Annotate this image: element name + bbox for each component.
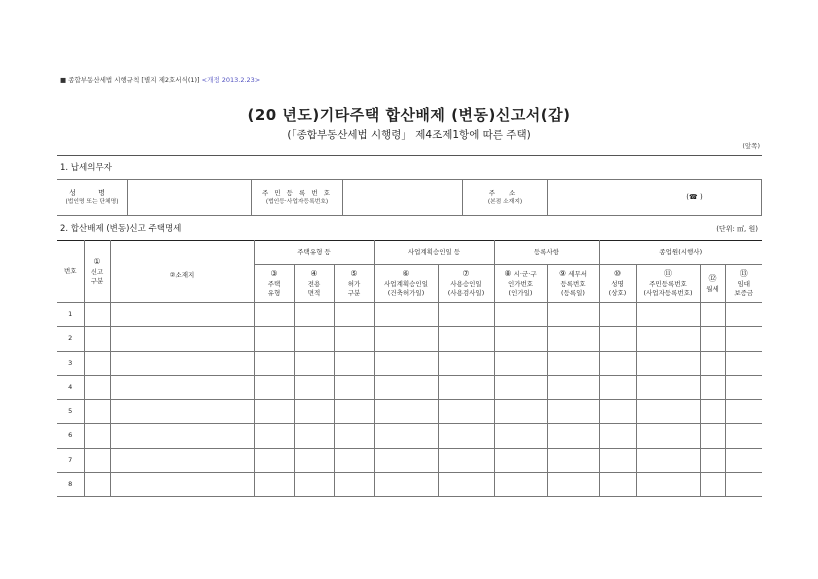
table-cell[interactable] xyxy=(84,424,110,448)
row-number: 5 xyxy=(57,400,84,424)
header-monthly-rent xyxy=(700,265,725,303)
table-cell[interactable] xyxy=(294,303,334,327)
header-deposit-label: 임대 xyxy=(737,279,751,288)
form-reference xyxy=(60,75,260,84)
table-cell[interactable] xyxy=(725,351,762,375)
id-label: 주 민 등 록 번 호 xyxy=(261,188,332,197)
table-cell[interactable] xyxy=(334,473,374,497)
header-area-num: ④ xyxy=(310,269,318,279)
address-label: 주 소 xyxy=(488,188,522,197)
table-cell[interactable] xyxy=(84,400,110,424)
table-cell[interactable] xyxy=(547,375,599,399)
header-tax-office-num: ⑨ xyxy=(558,269,567,279)
table-cell[interactable] xyxy=(254,448,294,472)
table-cell[interactable] xyxy=(294,327,334,351)
table-cell[interactable] xyxy=(547,400,599,424)
table-cell[interactable] xyxy=(636,351,700,375)
header-house-type xyxy=(254,265,294,303)
table-cell[interactable] xyxy=(334,400,374,424)
table-cell[interactable] xyxy=(547,448,599,472)
header-use-date xyxy=(438,265,494,303)
table-row xyxy=(57,327,762,351)
header-city-approval-num: ⑧ xyxy=(504,269,512,279)
table-cell[interactable] xyxy=(374,327,438,351)
id-label-cell xyxy=(252,180,343,216)
table-cell[interactable] xyxy=(494,448,547,472)
table-cell[interactable] xyxy=(254,351,294,375)
header-emp-id-sub: (사업자등록번호) xyxy=(643,289,693,298)
header-report-type-label: 신고 구분 xyxy=(90,267,104,286)
table-cell[interactable] xyxy=(374,375,438,399)
table-cell[interactable] xyxy=(334,303,374,327)
table-cell[interactable] xyxy=(547,303,599,327)
header-tax-office xyxy=(547,265,599,303)
unit-label: (단위: ㎡, 원) xyxy=(716,225,758,233)
table-cell[interactable] xyxy=(438,303,494,327)
id-input[interactable] xyxy=(343,180,463,216)
header-report-type xyxy=(84,241,110,303)
table-cell[interactable] xyxy=(599,351,636,375)
header-emp-id xyxy=(636,265,700,303)
table-cell[interactable] xyxy=(374,448,438,472)
form-reference-text: ■ 종합부동산세법 시행규칙 [별지 제2호서식(1)] xyxy=(60,76,200,84)
page-side-label: (앞쪽) xyxy=(742,142,760,150)
header-area xyxy=(294,265,334,303)
table-row xyxy=(57,375,762,399)
table-cell[interactable] xyxy=(254,473,294,497)
section1-rule xyxy=(57,155,762,156)
header-emp-name-sub: (상호) xyxy=(608,289,627,298)
header-tax-office-date: (등록일) xyxy=(561,289,585,298)
header-city-approval xyxy=(494,265,547,303)
id-sublabel: (법인등·사업자등록번호) xyxy=(265,199,329,206)
table-cell[interactable] xyxy=(254,424,294,448)
table-cell[interactable] xyxy=(438,375,494,399)
table-cell[interactable] xyxy=(599,448,636,472)
address-sublabel: (본점 소재지) xyxy=(487,199,523,206)
table-cell[interactable] xyxy=(547,327,599,351)
header-tax-office-label: 세무서 xyxy=(568,270,588,279)
table-cell[interactable] xyxy=(636,400,700,424)
table-cell[interactable] xyxy=(547,351,599,375)
table-cell[interactable] xyxy=(334,351,374,375)
header-use-date-sub: (사용검사일) xyxy=(447,289,485,298)
table-cell[interactable] xyxy=(254,400,294,424)
table-cell[interactable] xyxy=(547,473,599,497)
table-row xyxy=(57,424,762,448)
header-permit-num: ⑤ xyxy=(350,269,358,279)
header-group-employee: 종업원(시행사) xyxy=(599,241,762,265)
table-cell[interactable] xyxy=(725,473,762,497)
table-cell[interactable] xyxy=(374,351,438,375)
header-area-label: 전용 면적 xyxy=(307,279,321,298)
header-report-type-num: ① xyxy=(93,257,101,267)
table-cell[interactable] xyxy=(438,327,494,351)
header-monthly-rent-num: ⑫ xyxy=(708,273,717,283)
table-cell[interactable] xyxy=(438,473,494,497)
address-label-cell xyxy=(463,180,548,216)
table-cell[interactable] xyxy=(599,473,636,497)
table-cell[interactable] xyxy=(725,400,762,424)
name-label: 성 명 xyxy=(69,189,115,198)
table-cell[interactable] xyxy=(374,473,438,497)
table-row xyxy=(57,303,762,327)
table-cell[interactable] xyxy=(599,424,636,448)
table-cell[interactable] xyxy=(700,473,725,497)
table-cell[interactable] xyxy=(110,448,254,472)
name-sublabel: (법인명 또는 단체명) xyxy=(65,199,119,206)
header-city-approval-no: 인가번호 xyxy=(507,279,534,288)
form-subtitle: (「종합부동산세법 시행령」 제4조제1항에 따른 주택) xyxy=(287,129,531,141)
table-cell[interactable] xyxy=(110,351,254,375)
header-plan-date-sub: (건축허가일) xyxy=(387,289,425,298)
table-cell[interactable] xyxy=(494,303,547,327)
table-cell[interactable] xyxy=(334,375,374,399)
table-cell[interactable] xyxy=(636,473,700,497)
header-permit xyxy=(334,265,374,303)
table-cell[interactable] xyxy=(725,327,762,351)
phone-field[interactable]: (☎ ) xyxy=(686,193,703,202)
table-cell[interactable] xyxy=(110,303,254,327)
table-cell[interactable] xyxy=(84,351,110,375)
table-cell[interactable] xyxy=(700,424,725,448)
table-cell[interactable] xyxy=(636,424,700,448)
table-cell[interactable] xyxy=(700,448,725,472)
table-cell[interactable] xyxy=(110,473,254,497)
row-number: 8 xyxy=(57,473,84,497)
header-plan-date-label: 사업계획승인일 xyxy=(384,279,428,288)
table-cell[interactable] xyxy=(84,327,110,351)
table-cell[interactable] xyxy=(334,327,374,351)
table-cell[interactable] xyxy=(494,400,547,424)
table-cell[interactable] xyxy=(725,424,762,448)
row-number: 2 xyxy=(57,327,84,351)
header-emp-name xyxy=(599,265,636,303)
table-cell[interactable] xyxy=(110,375,254,399)
table-row xyxy=(57,400,762,424)
housing-table xyxy=(57,240,762,497)
table-cell[interactable] xyxy=(599,303,636,327)
header-plan-date xyxy=(374,265,438,303)
table-cell[interactable] xyxy=(254,303,294,327)
table-cell[interactable] xyxy=(294,375,334,399)
housing-rows xyxy=(57,303,762,497)
row-number: 1 xyxy=(57,303,84,327)
table-cell[interactable] xyxy=(84,448,110,472)
table-row xyxy=(57,448,762,472)
table-cell[interactable] xyxy=(438,400,494,424)
table-cell[interactable] xyxy=(547,424,599,448)
header-location: ②소재지 xyxy=(110,241,254,303)
header-emp-id-num: ⑪ xyxy=(664,269,672,279)
table-cell[interactable] xyxy=(374,424,438,448)
table-cell[interactable] xyxy=(494,351,547,375)
form-title: (20 년도)기타주택 합산배제 (변동)신고서(갑) xyxy=(247,106,571,124)
row-number: 4 xyxy=(57,375,84,399)
table-cell[interactable] xyxy=(84,473,110,497)
header-emp-name-label: 성명 xyxy=(611,279,624,288)
table-cell[interactable] xyxy=(700,327,725,351)
table-cell[interactable] xyxy=(334,448,374,472)
table-cell[interactable] xyxy=(700,400,725,424)
header-tax-office-no: 등록번호 xyxy=(560,279,586,288)
table-cell[interactable] xyxy=(374,303,438,327)
header-city-approval-date: (인가일) xyxy=(508,289,533,298)
table-cell[interactable] xyxy=(110,327,254,351)
section2-title: 2. 합산배제 (변동)신고 주택명세 xyxy=(60,224,182,234)
table-cell[interactable] xyxy=(494,473,547,497)
table-cell[interactable] xyxy=(294,400,334,424)
table-cell[interactable] xyxy=(725,448,762,472)
header-permit-label: 허가 구분 xyxy=(347,279,361,298)
table-cell[interactable] xyxy=(334,424,374,448)
name-label-cell xyxy=(57,180,128,216)
table-cell[interactable] xyxy=(494,327,547,351)
table-cell[interactable] xyxy=(294,448,334,472)
header-deposit xyxy=(725,265,762,303)
header-city-approval-label: 시·군·구 xyxy=(513,270,537,279)
header-no: 번호 xyxy=(57,241,84,303)
table-cell[interactable] xyxy=(254,327,294,351)
table-cell[interactable] xyxy=(438,448,494,472)
table-cell[interactable] xyxy=(494,375,547,399)
section1-title: 1. 납세의무자 xyxy=(60,163,112,173)
header-emp-name-num: ⑩ xyxy=(613,269,622,279)
table-cell[interactable] xyxy=(725,375,762,399)
table-cell[interactable] xyxy=(599,375,636,399)
table-row xyxy=(57,473,762,497)
table-cell[interactable] xyxy=(599,327,636,351)
table-cell[interactable] xyxy=(110,400,254,424)
header-group-plan: 사업계획승인일 등 xyxy=(374,241,494,265)
table-cell[interactable] xyxy=(294,473,334,497)
table-cell[interactable] xyxy=(110,424,254,448)
header-monthly-rent-label: 월세 xyxy=(706,284,719,293)
table-cell[interactable] xyxy=(294,351,334,375)
table-cell[interactable] xyxy=(254,375,294,399)
table-cell[interactable] xyxy=(374,400,438,424)
table-cell[interactable] xyxy=(494,424,547,448)
table-cell[interactable] xyxy=(84,375,110,399)
header-house-type-label: 주택 유형 xyxy=(267,279,281,298)
table-cell[interactable] xyxy=(725,303,762,327)
header-use-date-label: 사용승인일 xyxy=(450,279,482,288)
row-number: 6 xyxy=(57,424,84,448)
name-input[interactable] xyxy=(128,180,252,216)
table-cell[interactable] xyxy=(636,303,700,327)
header-use-date-num: ⑦ xyxy=(462,269,470,279)
table-cell[interactable] xyxy=(636,327,700,351)
header-group-registration: 등록사항 xyxy=(494,241,599,265)
row-number: 7 xyxy=(57,448,84,472)
table-cell[interactable] xyxy=(636,375,700,399)
header-emp-id-label: 주민등록번호 xyxy=(649,279,687,288)
header-plan-date-num: ⑥ xyxy=(402,269,410,279)
header-deposit-num: ⑬ xyxy=(739,269,748,279)
table-row xyxy=(57,351,762,375)
table-cell[interactable] xyxy=(599,400,636,424)
table-cell[interactable] xyxy=(700,375,725,399)
header-deposit-sub: 보증금 xyxy=(734,289,754,298)
header-group-house: 주택유형 등 xyxy=(254,241,374,265)
table-cell[interactable] xyxy=(84,303,110,327)
table-cell[interactable] xyxy=(438,351,494,375)
table-cell[interactable] xyxy=(636,448,700,472)
table-cell[interactable] xyxy=(294,424,334,448)
table-cell[interactable] xyxy=(700,351,725,375)
table-cell[interactable] xyxy=(700,303,725,327)
table-cell[interactable] xyxy=(438,424,494,448)
revision-date: <개정 2013.2.23> xyxy=(201,76,261,84)
address-input[interactable] xyxy=(548,180,762,216)
taxpayer-table xyxy=(57,179,762,216)
header-house-type-num: ③ xyxy=(270,269,278,279)
row-number: 3 xyxy=(57,351,84,375)
